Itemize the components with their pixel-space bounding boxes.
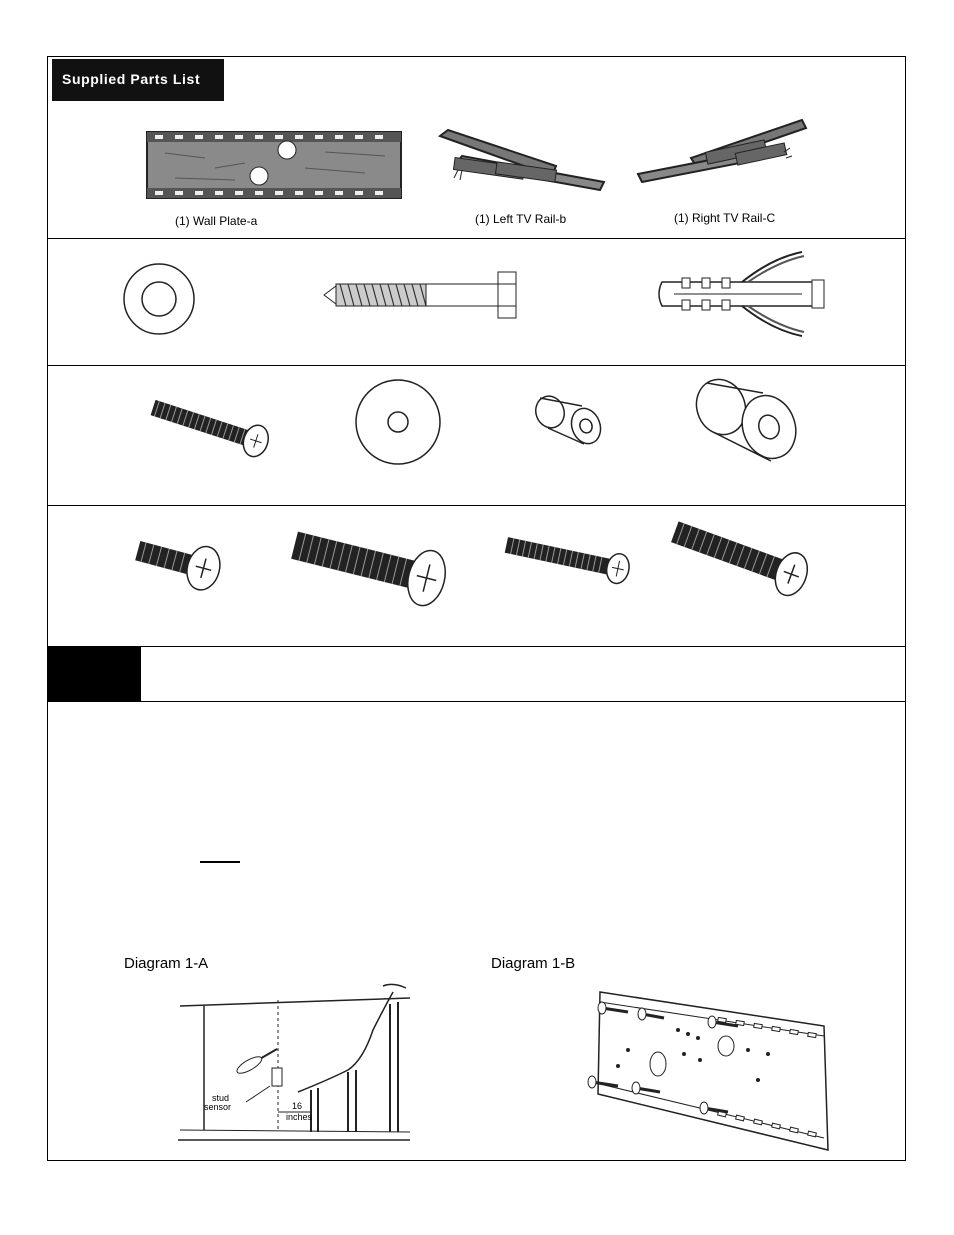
right-rail-label: (1) Right TV Rail-C: [674, 211, 776, 225]
small-spacer-illustration: [530, 392, 604, 454]
row-divider: [47, 238, 906, 239]
row-divider: [47, 646, 906, 647]
machine-screw-long-illustration: [148, 393, 278, 461]
stud-sensor-label-line1: stud: [212, 1093, 230, 1103]
lag-bolt-illustration: [320, 270, 520, 320]
left-tv-rail-illustration: [436, 126, 608, 196]
diagram-1b-illustration: [588, 990, 834, 1152]
wall-anchor-illustration: [652, 250, 832, 338]
stud-measure-value: 16: [292, 1101, 303, 1111]
machine-screw-extra-long-illustration: [668, 512, 820, 604]
supplied-parts-header: Supplied Parts List: [52, 59, 224, 101]
diagram-1a-title: Diagram 1-A: [124, 955, 209, 972]
machine-screw-thick-illustration: [290, 522, 452, 608]
right-tv-rail-illustration: [636, 118, 811, 188]
large-spacer-illustration: [693, 375, 801, 467]
machine-screw-medium-illustration: [503, 524, 633, 592]
underline-mark: [200, 861, 240, 863]
fender-washer-illustration: [354, 378, 442, 466]
section-marker: [48, 647, 140, 701]
stud-measure-unit: inches: [286, 1112, 313, 1122]
wall-plate-illustration: [145, 128, 405, 203]
row-divider: [47, 505, 906, 506]
diagram-1a-illustration: [178, 980, 412, 1145]
row-divider: [47, 365, 906, 366]
section-divider: [140, 646, 141, 702]
left-rail-label: (1) Left TV Rail-b: [475, 212, 567, 226]
machine-screw-short-illustration: [134, 530, 226, 596]
stud-sensor-label-line2: sensor: [204, 1102, 232, 1112]
diagram-1b-title: Diagram 1-B: [491, 955, 576, 972]
row-divider: [47, 701, 906, 702]
flat-washer-illustration: [122, 262, 196, 336]
wall-plate-label: (1) Wall Plate-a: [175, 214, 258, 228]
